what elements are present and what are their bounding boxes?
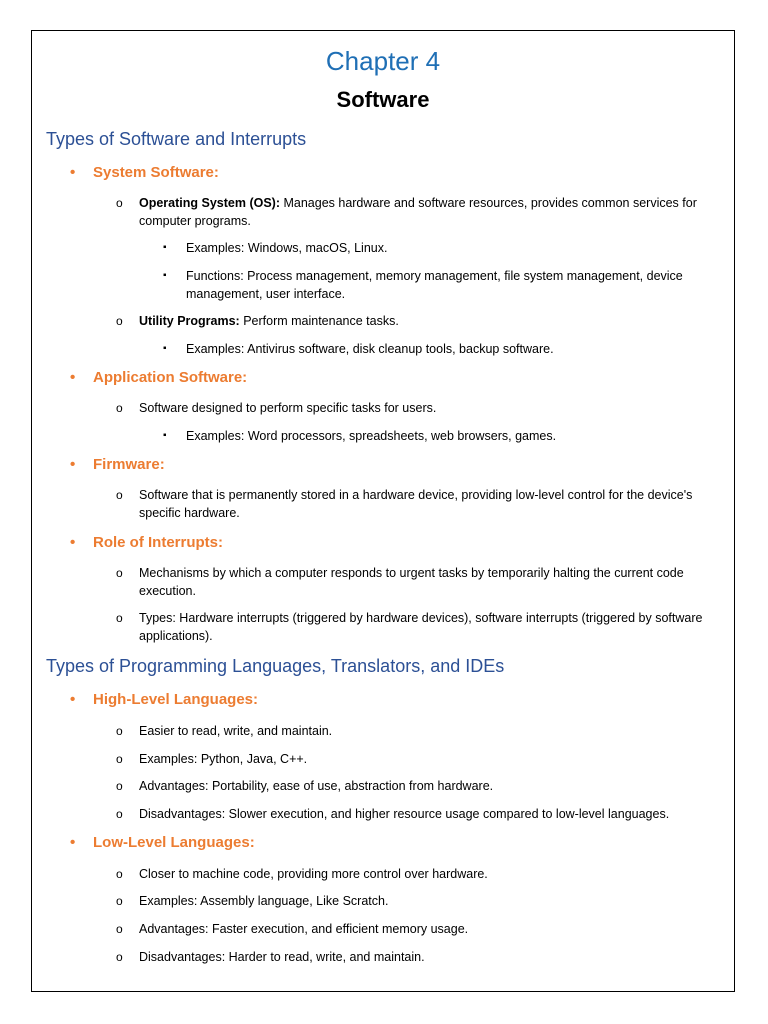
item-text: Software designed to perform specific tasks for users. bbox=[139, 401, 437, 415]
utility-label: Utility Programs: bbox=[139, 314, 240, 328]
subheading-label: Application Software: bbox=[93, 369, 248, 386]
item-text: Examples: Windows, macOS, Linux. bbox=[186, 241, 388, 255]
circle-marker: o bbox=[116, 724, 123, 738]
item-text: Examples: Antivirus software, disk cleanup tools, backup software. bbox=[186, 342, 554, 356]
circle-marker: o bbox=[116, 922, 123, 936]
subheading-low-level-languages bbox=[70, 834, 255, 851]
list-item-low-3 bbox=[116, 920, 721, 938]
list-item-utility-examples bbox=[163, 340, 722, 358]
list-item-interrupts-desc bbox=[116, 564, 721, 600]
bullet-marker: • bbox=[70, 691, 76, 708]
list-item-high-4 bbox=[116, 805, 721, 823]
square-marker: ▪ bbox=[163, 343, 167, 354]
chapter-heading: Chapter 4 bbox=[325, 46, 441, 76]
list-item-firmware-desc bbox=[116, 486, 721, 522]
circle-marker: o bbox=[116, 894, 123, 908]
list-item-application-desc bbox=[116, 399, 721, 417]
item-text: Types: Hardware interrupts (triggered by hardware devices), software interrupts (triggered by software applications). bbox=[139, 611, 703, 643]
list-item-utility bbox=[116, 312, 721, 330]
item-text: Closer to machine code, providing more control over hardware. bbox=[139, 867, 488, 881]
list-item-low-4 bbox=[116, 948, 721, 966]
circle-marker: o bbox=[116, 488, 123, 502]
list-item-low-2 bbox=[116, 892, 721, 910]
subheading-label: Low-Level Languages: bbox=[93, 834, 255, 851]
subheading-label: Role of Interrupts: bbox=[93, 534, 223, 551]
os-label: Operating System (OS): bbox=[139, 196, 280, 210]
circle-marker: o bbox=[116, 566, 123, 580]
list-item-application-examples bbox=[163, 427, 722, 445]
bullet-marker: • bbox=[70, 164, 76, 181]
item-text: Easier to read, write, and maintain. bbox=[139, 724, 333, 738]
subheading-system-software bbox=[70, 164, 219, 181]
circle-marker: o bbox=[116, 401, 123, 415]
list-item-high-2 bbox=[116, 750, 721, 768]
bullet-marker: • bbox=[70, 834, 76, 851]
bullet-marker: • bbox=[70, 369, 76, 386]
list-item-high-1 bbox=[116, 722, 721, 740]
list-item-os bbox=[116, 194, 721, 230]
utility-text: Perform maintenance tasks. bbox=[239, 314, 399, 328]
square-marker: ▪ bbox=[163, 270, 167, 281]
circle-marker: o bbox=[116, 807, 123, 821]
list-item-os-functions bbox=[163, 267, 722, 303]
list-item-low-1 bbox=[116, 865, 721, 883]
circle-marker: o bbox=[116, 196, 123, 210]
list-item-high-3 bbox=[116, 777, 721, 795]
item-text: Disadvantages: Harder to read, write, and maintain. bbox=[139, 950, 425, 964]
item-text: Disadvantages: Slower execution, and higher resource usage compared to low-level languages. bbox=[139, 807, 670, 821]
bullet-marker: • bbox=[70, 456, 76, 473]
subheading-label: High-Level Languages: bbox=[93, 691, 259, 708]
item-text: Advantages: Portability, ease of use, abstraction from hardware. bbox=[139, 779, 494, 793]
subheading-application-software bbox=[70, 369, 248, 386]
section-heading-software-interrupts: Types of Software and Interrupts bbox=[46, 129, 307, 149]
circle-marker: o bbox=[116, 314, 123, 328]
list-item-interrupts-types bbox=[116, 609, 721, 645]
subheading-label: Firmware: bbox=[93, 456, 165, 473]
subheading-high-level-languages bbox=[70, 691, 259, 708]
square-marker: ▪ bbox=[163, 242, 167, 253]
section-heading-programming-languages: Types of Programming Languages, Translators, and IDEs bbox=[46, 656, 505, 676]
os-text: Manages hardware and software resources, provides common services for computer programs. bbox=[139, 196, 697, 228]
item-text: Examples: Assembly language, Like Scratch. bbox=[139, 894, 389, 908]
bullet-marker: • bbox=[70, 534, 76, 551]
item-text: Software that is permanently stored in a hardware device, providing low-level control for the device's specific hardware. bbox=[139, 488, 693, 520]
list-item-os-examples bbox=[163, 239, 722, 257]
circle-marker: o bbox=[116, 752, 123, 766]
item-text: Examples: Word processors, spreadsheets, web browsers, games. bbox=[186, 429, 557, 443]
item-text: Advantages: Faster execution, and efficient memory usage. bbox=[139, 922, 469, 936]
subheading-role-of-interrupts bbox=[70, 534, 223, 551]
circle-marker: o bbox=[116, 779, 123, 793]
item-text: Functions: Process management, memory management, file system management, device management, user interface. bbox=[186, 269, 683, 301]
circle-marker: o bbox=[116, 867, 123, 881]
subheading-label: System Software: bbox=[93, 164, 219, 181]
item-text: Examples: Python, Java, C++. bbox=[139, 752, 308, 766]
chapter-title: Software bbox=[336, 87, 430, 112]
circle-marker: o bbox=[116, 950, 123, 964]
subheading-firmware bbox=[70, 456, 165, 473]
circle-marker: o bbox=[116, 611, 123, 625]
square-marker: ▪ bbox=[163, 430, 167, 441]
document-page bbox=[31, 30, 735, 992]
item-text: Mechanisms by which a computer responds to urgent tasks by temporarily halting the current code execution. bbox=[139, 566, 684, 598]
